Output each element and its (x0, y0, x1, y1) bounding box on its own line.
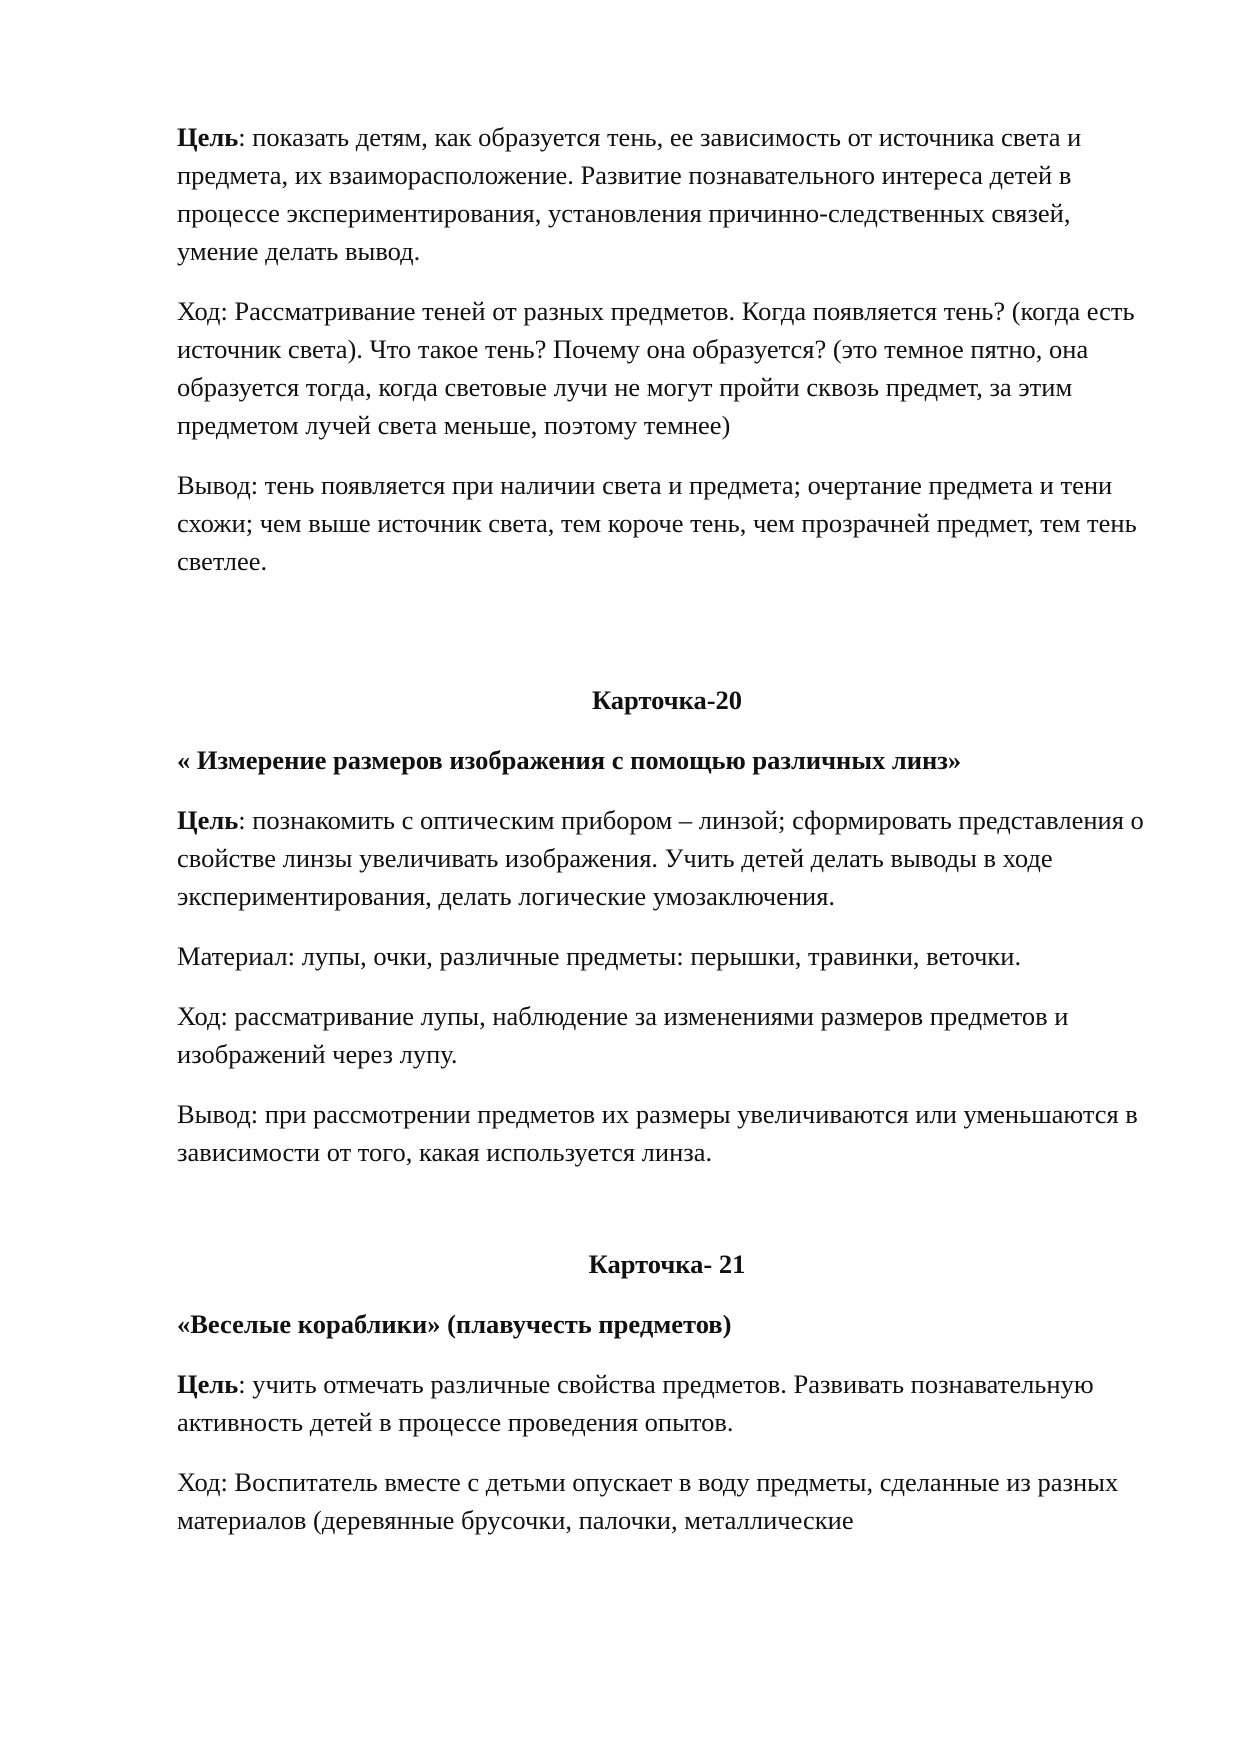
goal-label: Цель (177, 1369, 239, 1399)
card-21-title: Карточка- 21 (588, 1249, 746, 1279)
goal-text: : познакомить с оптическим прибором – линзой; сформировать представления о свойстве линзы увеличивать изображения. Учить детей делать выводы в ходе экспериментирования, делать логические умозаключения. (177, 805, 1144, 911)
card-21-goal-paragraph (177, 1365, 1157, 1441)
section-spacer (177, 602, 1157, 681)
card-20-goal-paragraph (177, 801, 1157, 915)
intro-goal-paragraph (177, 118, 1157, 270)
card-20-course-paragraph: Ход: рассматривание лупы, наблюдение за изменениями размеров предметов и изображений через лупу. (177, 1001, 1069, 1069)
card-20-title: Карточка-20 (591, 685, 743, 715)
card-20-material-paragraph: Материал: лупы, очки, различные предметы: перышки, травинки, веточки. (177, 941, 1022, 971)
goal-text: : учить отмечать различные свойства предметов. Развивать познавательную активность детей в процессе проведения опытов. (177, 1369, 1094, 1437)
card-21-course-paragraph: Ход: Воспитатель вместе с детьми опускает в воду предметы, сделанные из разных материалов (деревянные брусочки, палочки, металлические (177, 1467, 1119, 1535)
goal-label: Цель (177, 122, 239, 152)
intro-course-paragraph: Ход: Рассматривание теней от разных предметов. Когда появляется тень? (когда есть источник света). Что такое тень? Почему она образуется? (это темное пятно, она образуется тогда, когда световые лучи не могут пройти сквозь предмет, за этим предметом лучей света меньше, поэтому темнее) (177, 296, 1135, 440)
section-spacer (177, 1193, 1157, 1245)
card-21-topic: «Веселые кораблики» (плавучесть предметов) (177, 1309, 732, 1339)
card-20-topic: « Измерение размеров изображения с помощью различных линз» (177, 745, 962, 775)
page-content (177, 118, 1157, 1561)
goal-label: Цель (177, 805, 239, 835)
intro-conclusion-paragraph: Вывод: тень появляется при наличии света и предмета; очертание предмета и тени схожи; чем выше источник света, тем короче тень, чем прозрачней предмет, тем тень светлее. (177, 470, 1137, 576)
goal-text: : показать детям, как образуется тень, ее зависимость от источника света и предмета, их взаиморасположение. Развитие познавательного интереса детей в процессе экспериментирования, установления причинно-следственных связей, умение делать вывод. (177, 122, 1082, 266)
card-20-conclusion-paragraph: Вывод: при рассмотрении предметов их размеры увеличиваются или уменьшаются в зависимости от того, какая используется линза. (177, 1099, 1138, 1167)
